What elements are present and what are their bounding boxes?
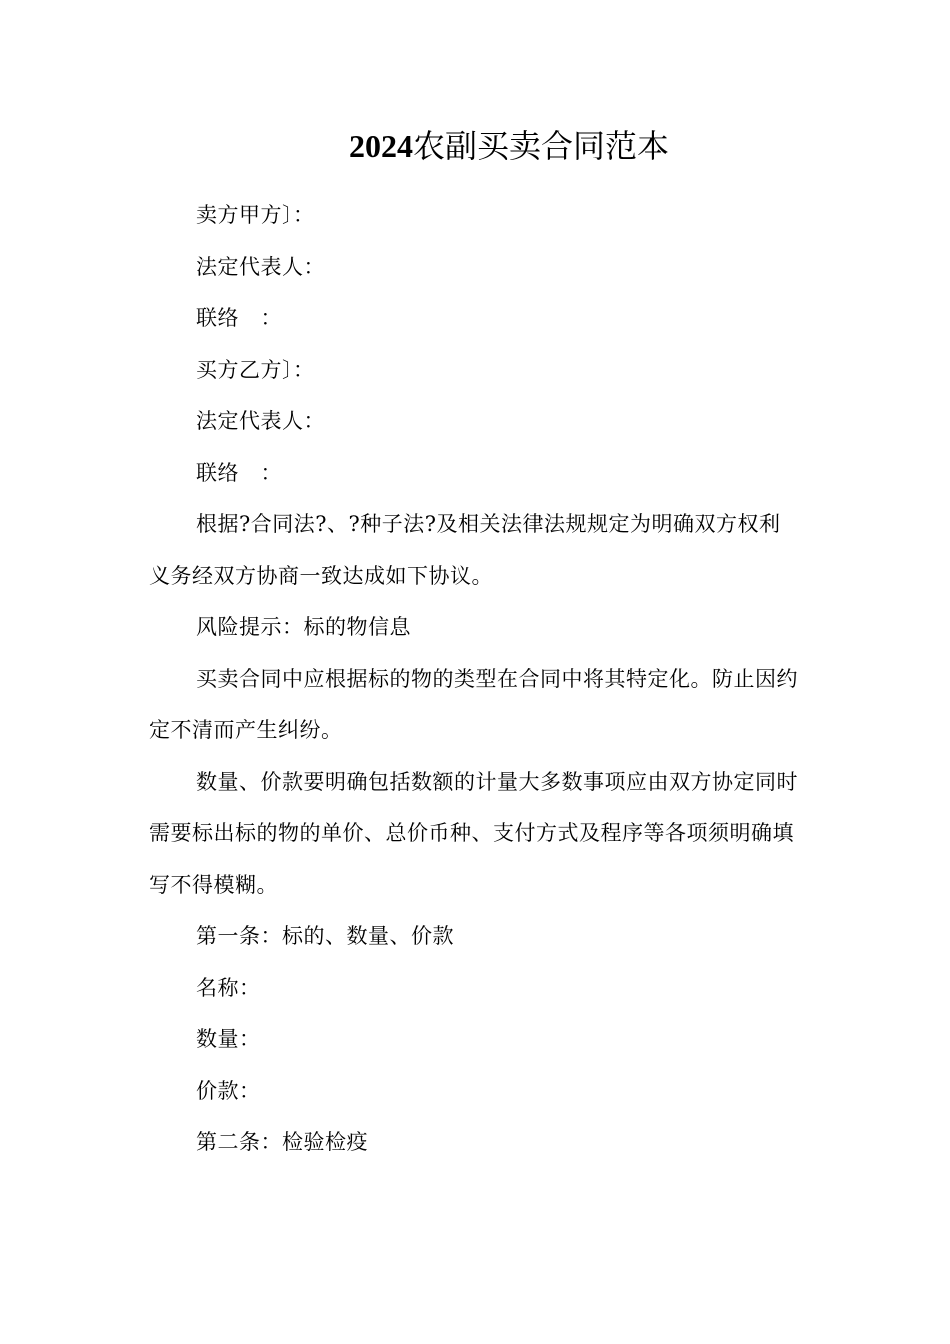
seller-line: 卖方甲方〕： xyxy=(196,203,315,227)
buyer-legal-rep-line: 法定代表人： xyxy=(196,409,325,433)
risk-notice-paragraph: 买卖合同中应根据标的物的类型在合同中将其特定化。防止因约定不清而产生纠纷。 xyxy=(149,666,798,742)
seller-contact-line: 联络 ： xyxy=(196,306,282,330)
name-field-line: 名称： xyxy=(196,975,261,1000)
risk-notice-heading: 风险提示：标的物信息 xyxy=(196,615,411,639)
preamble-paragraph: 根据?合同法?、?种子法?及相关法律法规规定为明确双方权利义务经双方协商一致达成如下协议。 xyxy=(149,512,781,588)
title-text: 农副买卖合同范本 xyxy=(412,127,669,165)
article-1-heading: 第一条：标的、数量、价款 xyxy=(196,924,454,948)
title-year: 2024 xyxy=(348,128,413,164)
quantity-field-line: 数量： xyxy=(196,1027,261,1051)
buyer-line: 买方乙方〕： xyxy=(196,357,315,382)
article-2-heading: 第二条：检验检疫 xyxy=(196,1130,368,1154)
document-body xyxy=(149,190,801,1169)
document-title xyxy=(0,122,950,170)
price-field-line: 价款： xyxy=(196,1078,261,1103)
buyer-contact-line: 联络 ： xyxy=(196,460,282,485)
quantity-price-paragraph: 数量、价款要明确包括数额的计量大多数事项应由双方协定同时需要标出标的物的单价、总价币种、支付方式及程序等各项须明确填写不得模糊。 xyxy=(149,769,798,897)
seller-legal-rep-line: 法定代表人： xyxy=(196,254,325,279)
